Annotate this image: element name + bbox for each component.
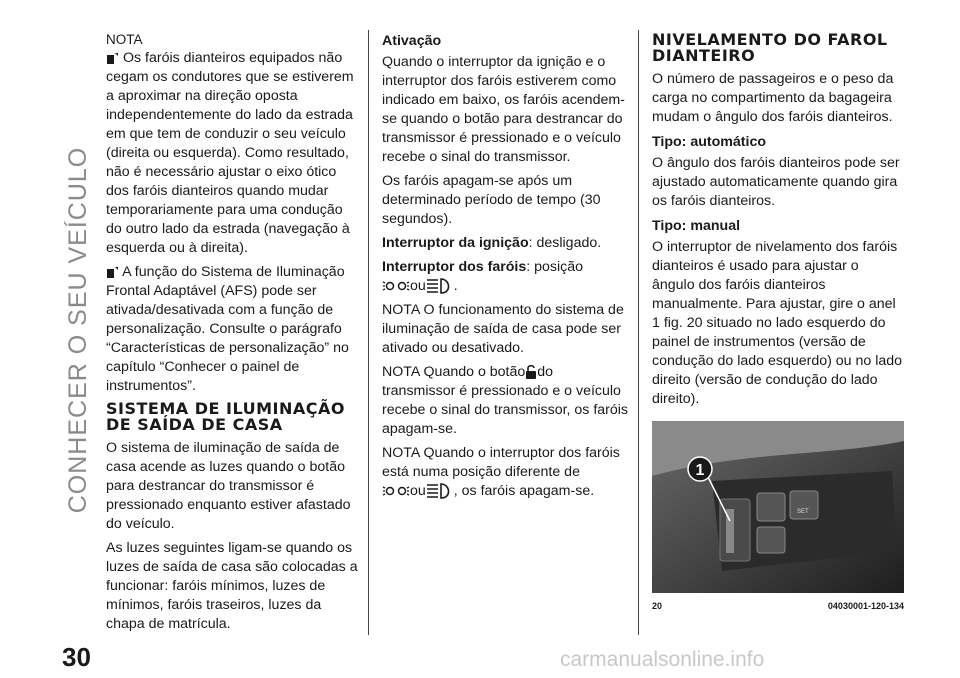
ignition-value: : desligado. bbox=[528, 235, 602, 251]
headlight-switch-label: Interruptor dos faróis bbox=[382, 259, 527, 275]
subheading-automatic: Tipo: automático bbox=[652, 134, 767, 150]
column-divider bbox=[368, 30, 369, 635]
column-right bbox=[652, 30, 904, 616]
note-bullet-icon bbox=[106, 266, 119, 279]
page-number: 30 bbox=[62, 642, 91, 672]
ignition-label: Interruptor da ignição bbox=[382, 235, 529, 251]
figure-caption bbox=[652, 597, 904, 616]
body-paragraph: Quando o interruptor da ignição e o interruptor dos faróis estiverem como indicado em baixo, os faróis acendem-se quando o botão para destrancar do transmissor é pressionado e o veículo recebe o sinal do transmissor. bbox=[382, 54, 625, 165]
parking-light-icon bbox=[382, 483, 410, 499]
section-heading: NIVELAMENTO DO FAROL DIANTEIRO bbox=[652, 30, 888, 65]
headlight-switch-line bbox=[382, 258, 630, 296]
note-label: NOTA bbox=[106, 32, 143, 47]
note-bullet-paragraph bbox=[106, 49, 358, 258]
headlight-icon bbox=[426, 482, 454, 500]
or-text: ou bbox=[410, 483, 426, 499]
note-paragraph bbox=[382, 444, 630, 501]
set-button-label: SET bbox=[797, 509, 809, 515]
figure-number: 20 bbox=[652, 601, 663, 611]
lock-icon bbox=[525, 364, 537, 380]
note2-start: NOTA Quando o botão bbox=[382, 364, 526, 380]
headlight-switch-value: : posição bbox=[526, 259, 584, 275]
body-paragraph: Os faróis apagam-se após um determinado período de tempo (30 segundos). bbox=[382, 173, 601, 227]
note2-end: do transmissor é pressionado e o veículo recebe o sinal do transmissor, os faróis apagam-se. bbox=[382, 364, 629, 437]
parking-light-icon bbox=[382, 278, 410, 294]
note3-end: , os faróis apagam-se. bbox=[453, 483, 595, 499]
note-bullet-1-text: Os faróis dianteiros equipados não cegam os condutores que se estiverem a aproximar na direção oposta independentemente do lado da estrada em que tem de conduzir o seu veículo (direita ou esquerda). Como resultado, não é necessário ajustar o eixo ótico dos faróis dianteiros quando mudar temporariamente para uma condução do outro lado da estrada (navegação à esquerda ou à direita). bbox=[106, 50, 354, 256]
body-paragraph: O interruptor de nivelamento dos faróis dianteiros é usado para ajustar o ângulo dos faróis dianteiros manualmente. Para ajustar, gire o anel 1 fig. 20 situado no lado esquerdo do painel de instrumentos (versão de condução do lado esquerdo) ou no lado direito (versão de condução do lado direito). bbox=[652, 239, 903, 407]
note-paragraph: NOTA O funcionamento do sistema de iluminação de saída de casa pode ser ativado ou desativado. bbox=[382, 302, 624, 356]
subheading-manual: Tipo: manual bbox=[652, 218, 741, 234]
note-paragraph bbox=[382, 363, 630, 439]
column-left bbox=[106, 30, 358, 639]
note3-start: NOTA Quando o interruptor dos faróis está numa posição diferente de bbox=[382, 445, 620, 480]
or-text: ou bbox=[410, 278, 426, 294]
section-heading: SISTEMA DE ILUMINAÇÃO DE SAÍDA DE CASA bbox=[106, 399, 345, 434]
figure-code: 04030001-120-134 bbox=[827, 601, 904, 611]
note-bullet-paragraph bbox=[106, 263, 358, 396]
note-bullet-icon bbox=[106, 52, 119, 65]
ignition-line bbox=[382, 234, 630, 253]
column-middle bbox=[382, 30, 630, 506]
callout-overlay bbox=[652, 421, 904, 593]
body-paragraph: O ângulo dos faróis dianteiros pode ser ajustado automaticamente quando gira os faróis dianteiros. bbox=[652, 155, 900, 209]
figure-headlight-leveling-switch bbox=[652, 421, 904, 593]
headlight-icon bbox=[426, 277, 454, 295]
note-bullet-2-text: A função do Sistema de Iluminação Frontal Adaptável (AFS) pode ser ativada/desativada com a função de personalização. Consulte o parágrafo “Características de personalização” no capítulo “Conhecer o painel de instrumentos”. bbox=[106, 264, 349, 394]
body-paragraph: O sistema de iluminação de saída de casa acende as luzes quando o botão para destrancar do transmissor é pressionado enquanto estiver afastado do veículo. bbox=[106, 440, 351, 532]
period-text: . bbox=[453, 278, 458, 294]
callout-number: 1 bbox=[695, 462, 705, 479]
body-paragraph: O número de passageiros e o peso da carga no compartimento da bagageira mudam o ângulo dos faróis dianteiros. bbox=[652, 71, 894, 125]
body-paragraph: As luzes seguintes ligam-se quando os luzes de saída de casa são colocadas a funcionar: faróis mínimos, luzes de mínimos, faróis traseiros, luzes da chapa de matrícula. bbox=[106, 540, 358, 632]
column-divider bbox=[638, 30, 639, 635]
subheading-ativacao: Ativação bbox=[382, 33, 442, 49]
section-title-vertical: CONHECER O SEU VEÍCULO bbox=[64, 146, 92, 514]
watermark: carmanualsonline.info bbox=[560, 648, 765, 671]
